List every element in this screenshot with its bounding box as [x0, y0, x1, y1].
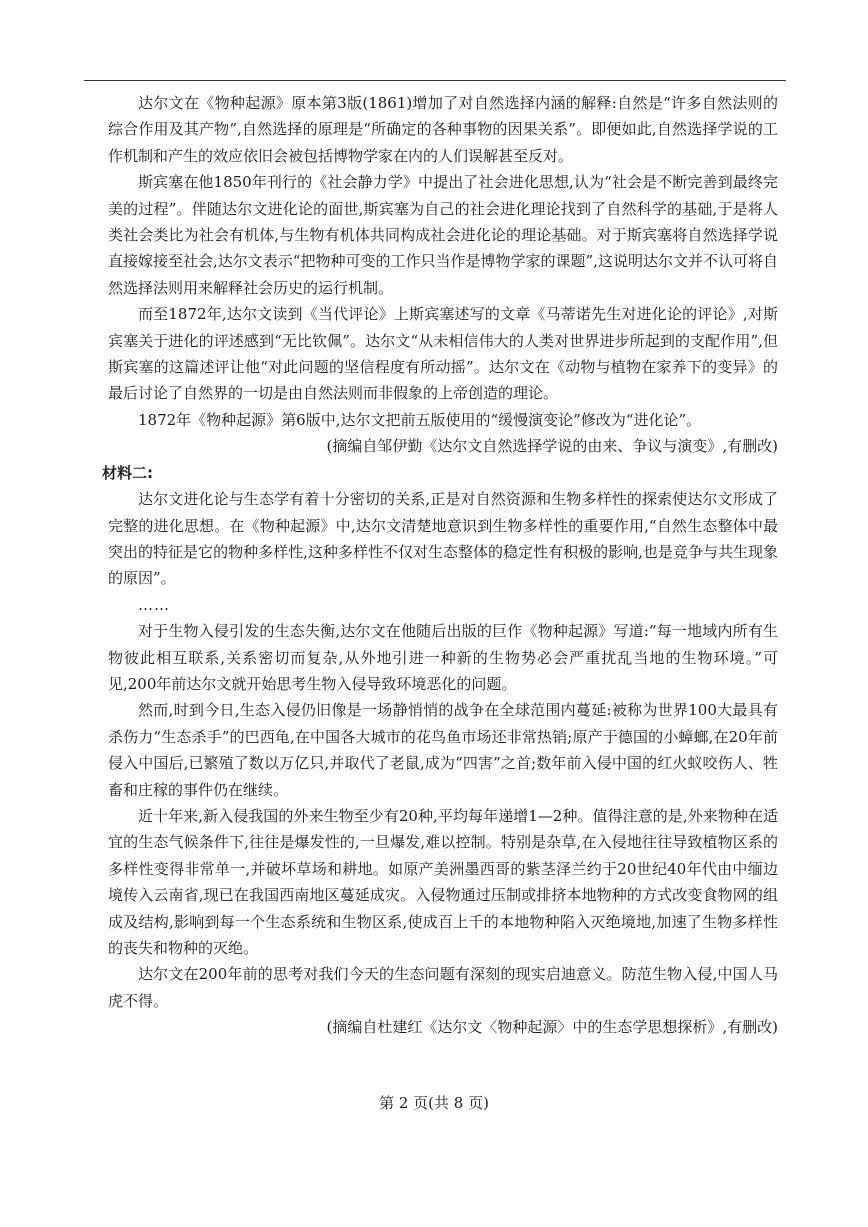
page-body [102, 90, 778, 1041]
material1-source: (摘编自邹伊勤《达尔文自然选择学说的由来、争议与演变》,有删改) [326, 437, 778, 456]
material2-paragraph-4: 近十年来,新入侵我国的外来生物至少有20种,平均每年递增1—2种。值得注意的是,外来物种在适宜的生态气候条件下,往往是爆发性的,一旦爆发,难以控制。特别是杂草,在入侵地往往导致植物区系的多样性变得非常单一,并破坏草场和耕地。如原产美洲墨西哥的紫茎泽兰约于20世纪40年代由中缅边境传入云南省,现已在我国西南地区蔓延成灾。入侵物通过压制或排挤本地物种的方式改变食物网的组成及结构,影响到每一个生态系统和生物区系,使成百上千的本地物种陷入灭绝境地,加速了生物多样性的丧失和物种的灭绝。 [108, 806, 778, 957]
material2-paragraph-1: 达尔文进化论与生态学有着十分密切的关系,正是对自然资源和生物多样性的探索使达尔文形成了完整的进化思想。在《物种起源》中,达尔文清楚地意识到生物多样性的重要作用,“自然生态整体中最突出的特征是它的物种多样性,这种多样性不仅对生态整体的稳定性有积极的影响,也是竞争与共生现象的原因”。 [108, 490, 778, 588]
material2-paragraph-2: 对于生物入侵引发的生态失衡,达尔文在他随后出版的巨作《物种起源》写道:“每一地域内所有生物彼此相互联系,关系密切而复杂,从外地引进一种新的生物势必会严重扰乱当地的生物环境。”可见,200年前达尔文就开始思考生物入侵导致环境恶化的问题。 [108, 622, 778, 693]
material1-paragraph-4: 1872年《物种起源》第6版中,达尔文把前五版使用的“缓慢演变论”修改为“进化论”。 [138, 410, 702, 429]
page-number: 第 2 页(共 8 页) [379, 1094, 489, 1112]
material1-paragraph-2: 斯宾塞在他1850年刊行的《社会静力学》中提出了社会进化思想,认为“社会是不断完善到最终完美的过程”。伴随达尔文进化论的面世,斯宾塞为自己的社会进化理论找到了自然科学的基础,于是将人类社会类比为社会有机体,与生物有机体共同构成社会进化论的理论基础。对于斯宾塞将自然选择学说直接嫁接至社会,达尔文表示“把物种可变的工作只当作是博物学家的课题”,这说明达尔文并不认可将自然选择法则用来解释社会历史的运行机制。 [108, 173, 778, 297]
material1-paragraph-3: 而至1872年,达尔文读到《当代评论》上斯宾塞述写的文章《马蒂诺先生对进化论的评论》,对斯宾塞关于进化的评述感到“无比钦佩”。达尔文“从未相信伟大的人类对世界进步所起到的支配作用”,但斯宾塞的这篇述评让他“对此问题的坚信程度有所动摇”。达尔文在《动物与植物在家养下的变异》的最后讨论了自然界的一切是由自然法则而非假象的上帝创造的理论。 [108, 305, 778, 403]
material2-ellipsis: …… [138, 595, 170, 614]
header-rule [84, 80, 786, 81]
material2-heading: 材料二: [102, 463, 153, 482]
material2-paragraph-5: 达尔文在200年前的思考对我们今天的生态问题有深刻的现实启迪意义。防范生物入侵,中国人马虎不得。 [108, 965, 778, 1010]
material2-source: (摘编自杜建红《达尔文〈物种起源〉中的生态学思想探析》,有删改) [326, 1018, 778, 1037]
material1-paragraph-1: 达尔文在《物种起源》原本第3版(1861)增加了对自然选择内涵的解释:自然是“许多自然法则的综合作用及其产物”,自然选择的原理是“所确定的各种事物的因果关系”。即便如此,自然选择学说的工作机制和产生的效应依旧会被包括博物学家在内的人们误解甚至反对。 [108, 94, 778, 165]
material2-paragraph-3: 然而,时到今日,生态入侵仍旧像是一场静悄悄的战争在全球范围内蔓延:被称为世界100大最具有杀伤力“生态杀手”的巴西龟,在中国各大城市的花鸟鱼市场还非常热销;原产于德国的小蟑螂,在20年前侵入中国后,已繁殖了数以万亿只,并取代了老鼠,成为“四害”之首;数年前入侵中国的红火蚁咬伤人、牲畜和庄稼的事件仍在继续。 [108, 701, 778, 799]
